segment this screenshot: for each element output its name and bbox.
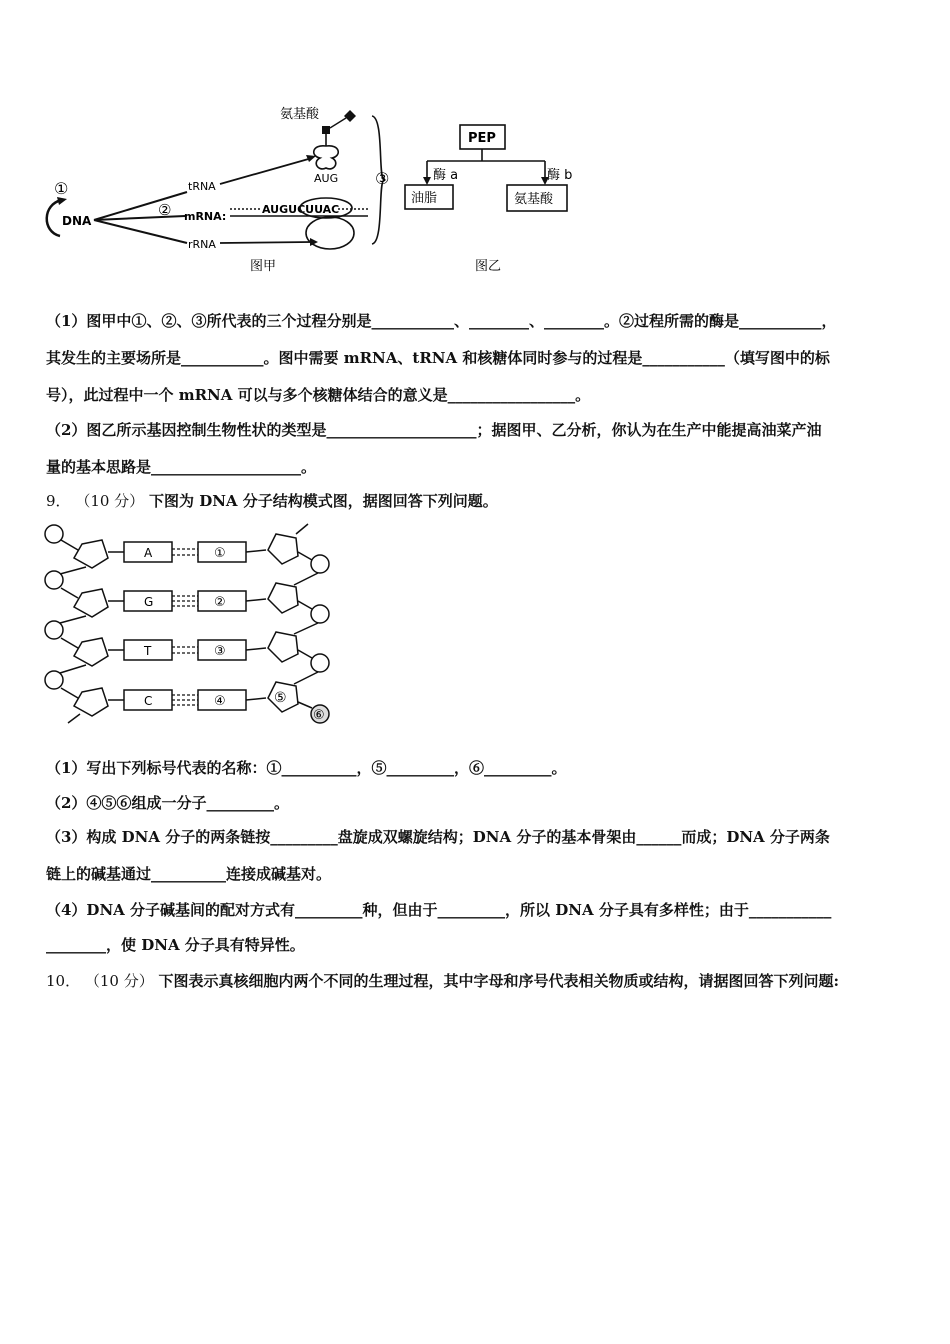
q9-text: 下图为 DNA 分子结构模式图，据图回答下列问题。 [148,492,498,510]
figure-jia [40,100,390,280]
right-top-tail [296,524,308,534]
left-tail [68,714,80,723]
right-sugar-base-1 [246,550,266,552]
q9-score: （10 分） [75,492,145,510]
q9-heading [46,491,498,511]
label-5: ⑤ [274,690,287,706]
right-sugar-base-2 [246,599,266,601]
mrna-sequence: AUGUCUUAC [262,203,340,216]
base-right-3: ③ [214,644,226,659]
arrow-trna-head [306,155,316,162]
mrna-label: mRNA: [184,210,227,223]
enzyme-b-label: 酶 b [547,168,573,183]
right-sugar-base-4 [246,698,266,700]
base-right-2: ② [214,595,226,610]
q10-heading [46,971,839,991]
replication-arrowhead [57,197,67,205]
left-phosphate-1 [45,525,63,543]
base-left-1: A [144,546,153,560]
arrow-rrna [220,242,312,243]
oil-label: 油脂 [411,191,438,206]
right-sugar-3 [268,632,298,662]
left-strand [45,525,124,723]
left-bond-2 [61,588,78,598]
right-sugar-base-3 [246,648,266,650]
left-sugar-3 [74,638,108,666]
dna-structure-figure [40,520,340,730]
right-bond-1 [298,552,312,560]
q9-line-4: 链上的碱基通过__________连接成碱基对。 [46,865,332,883]
left-sugar-1 [74,540,108,568]
right-link-2 [294,623,318,634]
circle-label-2: ② [158,201,172,219]
amino-acid-diamond [344,110,356,122]
q9-line-3: （3）构成 DNA 分子的两条链按_________盘旋成双螺旋结构；DNA 分子的基本骨架由______而成；DNA 分子两条 [46,828,830,846]
rrna-label: rRNA [188,238,216,251]
left-bond-1 [61,540,78,550]
left-link-3 [60,665,86,673]
amino-acid-label: 氨基酸 [280,107,320,122]
q8-line-4: （2）图乙所示基因控制生物性状的类型是____________________；据图甲、乙分析，你认为在生产中能提高油菜产油 [46,421,822,439]
pep-left-head [423,177,431,185]
base-right-4: ④ [214,694,226,709]
left-sugar-4 [74,688,108,716]
q10-number: 10． [46,972,81,990]
q8-line-1: （1）图甲中①、②、③所代表的三个过程分别是___________、________、________。②过程所需的酶是___________， [46,312,837,330]
figure-yi-caption: 图乙 [475,259,502,274]
right-bond-2 [298,601,312,609]
enzyme-a-label: 酶 a [433,168,459,183]
q8-line-5: 量的基本思路是____________________。 [46,458,317,476]
q8-line-3: 号），此过程中一个 mRNA 可以与多个核糖体结合的意义是_________________。 [46,386,591,404]
base-left-3: T [144,644,152,658]
base-right-1: ① [214,546,226,561]
q8-line-2: 其发生的主要场所是___________。图中需要 mRNA、tRNA 和核糖体同时参与的过程是___________（填写图中的标 [46,349,830,367]
trna-label: tRNA [188,180,216,193]
q10-text: 下图表示真核细胞内两个不同的生理过程，其中字母和序号代表相关物质或结构，请据图回答下列问题: [158,972,840,990]
q10-score: （10 分） [84,972,154,990]
right-phosphate-1 [311,555,329,573]
q9-number: 9． [46,492,71,510]
branch-rrna [94,220,187,243]
ribosome-large [306,217,354,249]
aug-label: AUG [314,172,339,185]
amino-label: 氨基酸 [514,192,554,207]
amino-acid-bond [330,118,346,128]
right-bond-3 [298,650,312,658]
replication-arrow [47,200,62,236]
right-phosphate-3 [311,654,329,672]
circle-label-1: ① [54,179,69,198]
left-bond-3 [61,638,78,648]
q9-line-5: （4）DNA 分子碱基间的配对方式有_________种，但由于_________，所以 DNA 分子具有多样性；由于___________ [46,901,832,919]
q9-line-2: （2）④⑤⑥组成一分子_________。 [46,794,289,812]
label-6: ⑥ [313,708,325,723]
dna-label: DNA [62,214,92,228]
trna-cloverleaf [314,146,339,169]
circle-label-3: ③ [375,169,390,188]
right-phosphate-2 [311,605,329,623]
left-phosphate-4 [45,671,63,689]
q9-line-6: ________，使 DNA 分子具有特异性。 [46,936,305,954]
right-link-1 [294,573,318,585]
left-phosphate-3 [45,621,63,639]
figure-jia-caption: 图甲 [250,259,277,274]
base-left-4: C [144,694,153,708]
right-sugar-1 [268,534,298,564]
pep-label: PEP [468,131,496,146]
right-strand [246,524,329,723]
left-link-1 [60,567,86,574]
left-sugar-2 [74,589,108,617]
left-bond-4 [61,688,78,698]
right-link-3 [294,672,318,684]
amino-acid-square [322,126,330,134]
arrow-trna [220,158,312,184]
q9-line-1: （1）写出下列标号代表的名称：①__________，⑤_________，⑥_________。 [46,759,567,777]
left-link-2 [60,616,86,623]
right-sugar-2 [268,583,298,613]
right-bond-4 [298,702,312,708]
figure-yi [395,115,595,275]
base-left-2: G [144,595,154,609]
